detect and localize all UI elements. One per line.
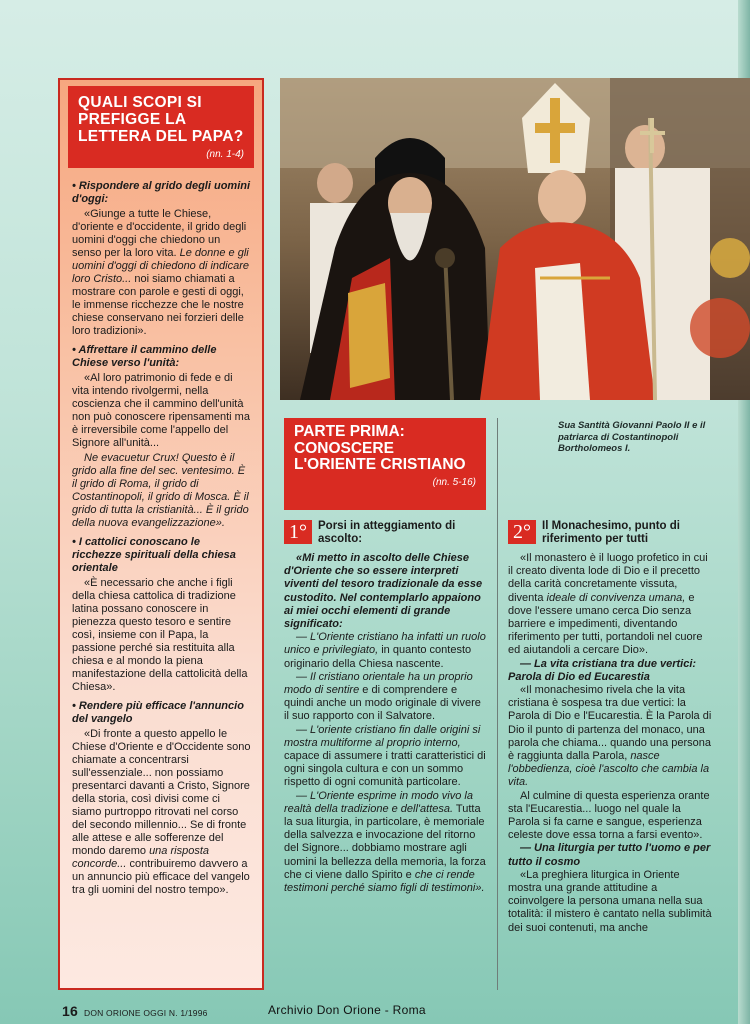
paragraph: — Il cristiano orientale ha un proprio modo di sentire e di comprendere e quindi anche un modo originale di vivere il suo rapporto con il Salvatore. xyxy=(284,670,481,723)
subheading: — La vita cristiana tra due vertici: Parola di Dio ed Eucarestia xyxy=(508,657,697,683)
photo-pope-patriarch xyxy=(280,78,750,400)
archive-watermark: Archivio Don Orione - Roma xyxy=(268,1003,426,1017)
section-1-header xyxy=(284,520,488,546)
section-number-badge: 2° xyxy=(508,520,536,544)
page-number: 16 xyxy=(62,1003,78,1019)
page-footer xyxy=(62,1003,208,1019)
paragraph: Al culmine di questa esperienza orante sta l'Eucarestia... luogo nel quale la Parola si fa carne e sangue, esperienza celeste dove essa torna a farsi evento». xyxy=(508,789,710,842)
paragraph: — L'oriente cristiano fin dalle origini si mostra multiforme al proprio interno, capace di assumere i tratti caratteristici di ogni singola cultura e con un sommo rispetto di ogni comunità particolare. xyxy=(284,723,486,789)
paragraph: «Il monachesimo rivela che la vita cristiana è sospesa tra due vertici: la Parola di Dio e l'Eucarestia. È la Parola di Dio il punto di partenza del monaco, una parola che chiama... quando una persona è raggiunta dalla Parola, nasce l'obbedienza, cioè l'ascolto che cambia la vita. xyxy=(508,684,712,789)
paragraph: — L'Oriente cristiano ha infatti un ruolo unico e privilegiato, in quanto contesto originario della Chiesa nascente. xyxy=(284,631,486,670)
parte-prima-title: PARTE PRIMA: CONOSCERE L'ORIENTE CRISTIANO xyxy=(294,423,466,473)
left-body xyxy=(60,168,262,897)
section-heading: • Rendere più efficace l'annuncio del vangelo xyxy=(72,700,244,725)
column-divider xyxy=(497,418,498,990)
section-heading: Porsi in atteggiamento di ascolto: xyxy=(318,520,456,545)
parte-prima-ref: (nn. 5-16) xyxy=(432,476,476,488)
left-sidebar-box xyxy=(58,78,264,990)
section-text: «Giunge a tutte le Chiese, d'oriente e d'occidente, il grido degli uomini d'oggi che chiedono un senso per la loro vita. Le donne e gli uomini d'oggi di chiedono di indicare loro Cristo... noi siamo chiamati a mostrare con parole e gesti di oggi, le immense ricchezze che le nostre chiese conservano nei forzieri delle loro tradizioni». xyxy=(72,208,249,337)
publication-name: DON ORIONE OGGI N. 1/1996 xyxy=(83,1008,208,1018)
left-title-box xyxy=(68,86,254,168)
section-number-badge: 1° xyxy=(284,520,312,544)
parte-prima-box xyxy=(284,418,486,510)
paragraph: «Il monastero è il luogo profetico in cui il creato diventa lode di Dio e il precetto della carità concretamente vissuta, diventa ideale di convivenza umana, e dove l'essere umano cerca Dio senza barriere e impedimenti, diventando riferimento per tutti, portandoli nel cuore ed aiutandoli a cercare Dio». xyxy=(508,552,708,657)
section-text: «Al loro patrimonio di fede e di vita intendo rivolgermi, nella coscienza che il cammino dell'unità non può conoscere ripensamenti ma è irreversibile come l'appello del Signore all'unità... xyxy=(72,372,250,449)
middle-column xyxy=(284,520,488,895)
photo-illustration xyxy=(280,78,750,400)
section-heading: • I cattolici conoscano le ricchezze spirituali della chiesa orientale xyxy=(72,536,236,574)
left-ref: (nn. 1-4) xyxy=(206,149,244,160)
section-text: «È necessario che anche i figli della chiesa cattolica di tradizione latina possano conoscere in pienezza questo tesoro e sentire così, insieme con il Papa, la passione perché sia restituita alla chiesa e al mondo la piena manifestazione della cattolicità della Chiesa». xyxy=(72,577,248,693)
photo-caption: Sua Santità Giovanni Paolo II e il patriarca di Costantinopoli Bortholomeos I. xyxy=(558,420,706,454)
quote-intro: «Mi metto in ascolto delle Chiese d'Oriente che so essere interpreti viventi del tesoro tradizionale da esse custodito. Nel contemplarlo appaiono ai miei occhi elementi di grande significato: xyxy=(284,552,483,631)
section-2-header xyxy=(508,520,714,546)
paragraph: «La preghiera liturgica in Oriente mostra una grande attitudine a coinvolgere la persona umana nella sua totalità: il mistero è cantato nella sublimità dei suoi contenuti, ma anche xyxy=(508,868,712,934)
section-heading: • Rispondere al grido degli uomini d'oggi: xyxy=(72,180,251,205)
subheading: — Una liturgia per tutto l'uomo e per tutto il cosmo xyxy=(508,842,711,868)
section-heading: • Affrettare il cammino delle Chiese verso l'unità: xyxy=(72,344,217,369)
right-column xyxy=(508,520,714,935)
section-text: Ne evacuetur Crux! Questo è il grido alla fine del sec. ventesimo. È il grido di Roma, il grido di Costantinopoli, il grido di Mosca. È il grido di tutta la cristianità... È il grido della nuova evangelizzazione». xyxy=(72,452,249,529)
section-heading: Il Monachesimo, punto di riferimento per tutti xyxy=(542,520,680,545)
paragraph: — L'Oriente esprime in modo vivo la realtà della tradizione e dell'attesa. Tutta la sua liturgia, in particolare, è memoriale della salvezza e invocazione del ritorno del Signore... dobbiamo mostrare agli uomini la bellezza della memoria, la forza che ci viene dallo Spirito e che ci rende testimoni perché siamo figli di testimoni». xyxy=(284,789,486,895)
left-title: QUALI SCOPI SI PREFIGGE LA LETTERA DEL PAPA? xyxy=(78,94,244,145)
section-text: «Di fronte a questo appello le Chiese d'Oriente e d'Occidente sono chiamate a concentrarsi sull'essenziale... non possiamo presentarci davanti a Cristo, Signore della storia, così divisi come ci siamo purtroppo ritrovati nel corso del secondo millennio... Se di fronte alle attese e alle sofferenze del mondo daremo una risposta concorde... contribuiremo davvero a un annuncio più efficace del vangelo tra gli uomini del nostro tempo». xyxy=(72,728,251,896)
